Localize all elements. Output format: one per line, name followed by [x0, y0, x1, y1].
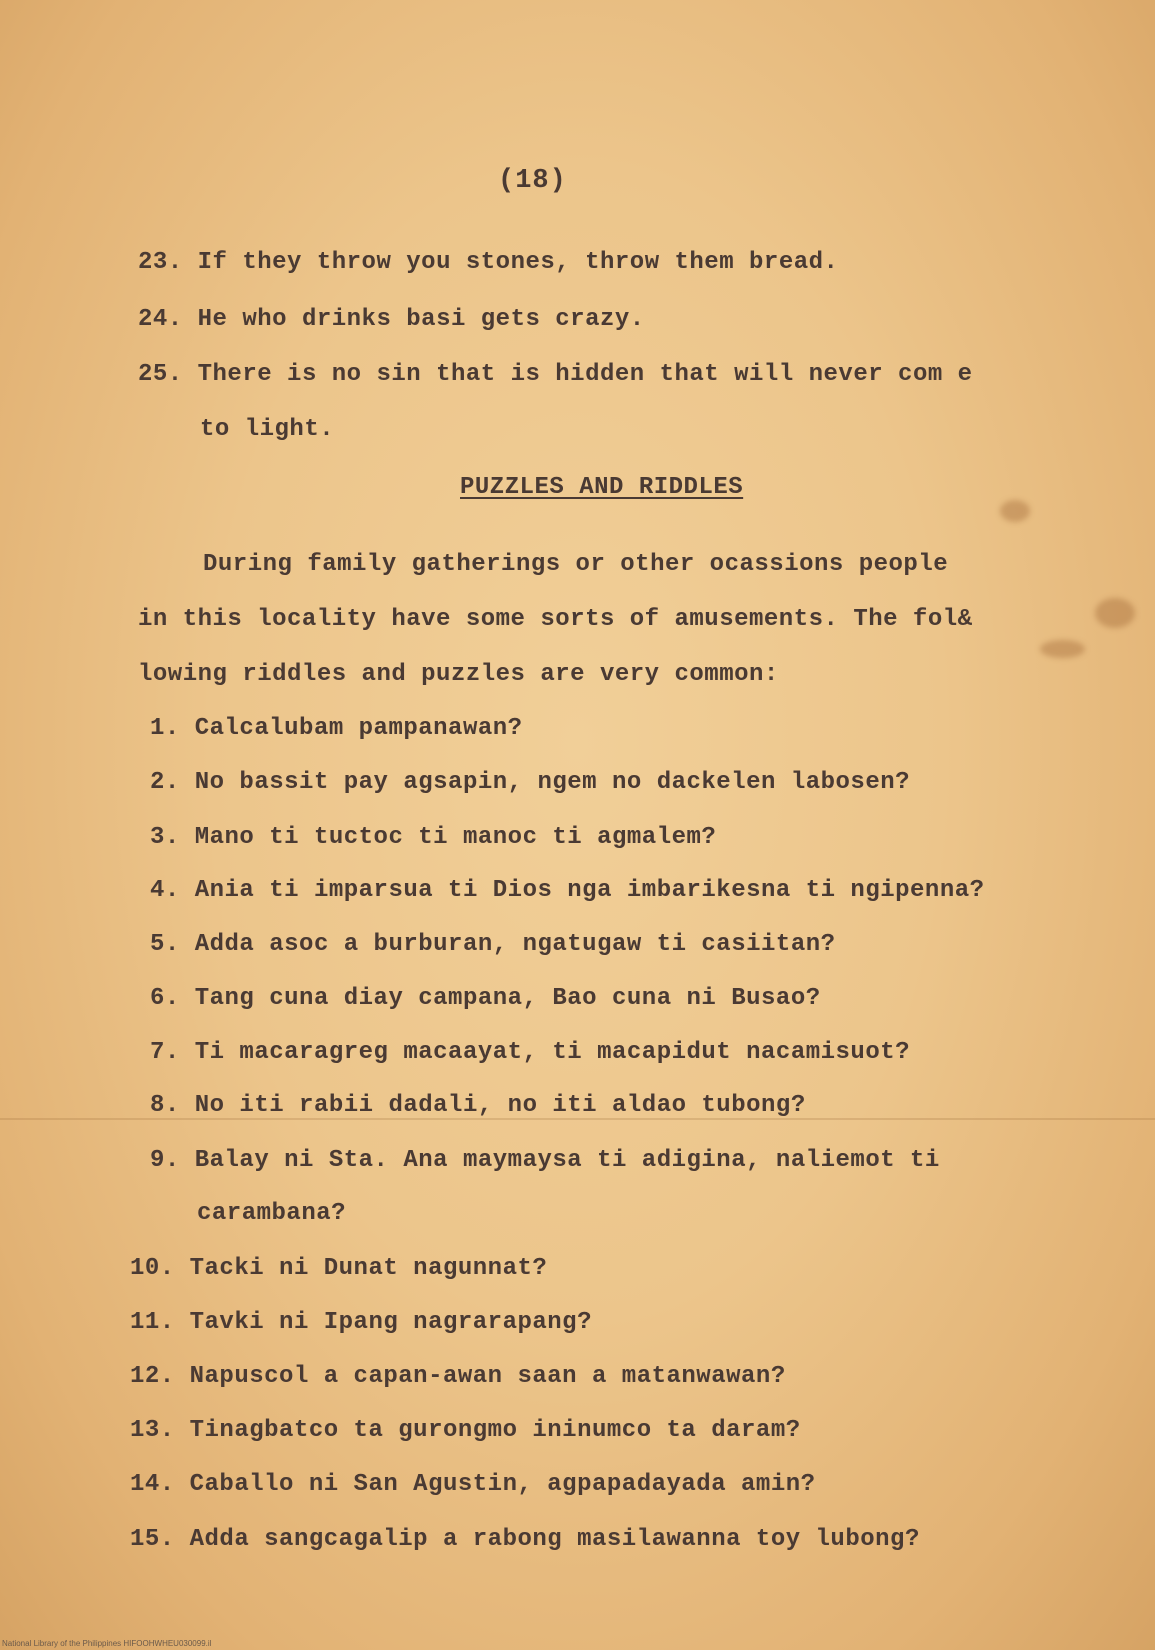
riddle-4	[150, 876, 985, 906]
item-number: 1.	[150, 715, 180, 742]
proverb-25	[138, 360, 973, 390]
riddle-3	[150, 823, 716, 853]
item-text: Tavki ni Ipang nagrarapang?	[189, 1309, 592, 1336]
paper-stain	[1095, 598, 1135, 628]
item-number: 9.	[150, 1147, 180, 1174]
riddle-15	[130, 1525, 920, 1555]
riddle-2	[150, 768, 910, 798]
item-text: Ti macaragreg macaayat, ti macapidut nacamisuot?	[194, 1039, 911, 1066]
item-number: 5.	[150, 931, 180, 958]
item-number: 2.	[150, 769, 180, 796]
riddle-10	[130, 1254, 547, 1284]
item-number: 11.	[130, 1309, 175, 1336]
intro-line-3: lowing riddles and puzzles are very common:	[138, 661, 779, 688]
riddle-9-continued	[197, 1199, 346, 1229]
item-number: 23.	[138, 249, 183, 276]
item-text: Napuscol a capan-awan saan a matanwawan?	[189, 1363, 786, 1390]
item-text: Tinagbatco ta gurongmo ininumco ta daram?	[189, 1417, 801, 1444]
proverb-24	[138, 305, 645, 335]
item-number: 12.	[130, 1363, 175, 1390]
item-number: 4.	[150, 877, 180, 904]
item-text: Tacki ni Dunat nagunnat?	[189, 1255, 548, 1282]
riddle-8	[150, 1091, 806, 1121]
item-number: 10.	[130, 1255, 175, 1282]
item-text: Caballo ni San Agustin, agpapadayada amin?	[189, 1471, 816, 1498]
riddle-7	[150, 1038, 910, 1068]
item-text: Adda asoc a burburan, ngatugaw ti casiitan?	[194, 931, 836, 958]
item-text: He who drinks basi gets crazy.	[197, 306, 645, 333]
item-number: 24.	[138, 306, 183, 333]
item-text: Tang cuna diay campana, Bao cuna ni Busao?	[194, 985, 821, 1012]
item-text: Adda sangcagalip a rabong masilawanna toy lubong?	[189, 1526, 920, 1553]
item-number: 7.	[150, 1039, 180, 1066]
proverb-25-continued	[200, 415, 334, 445]
item-number: 6.	[150, 985, 180, 1012]
riddle-11	[130, 1308, 592, 1338]
item-text: No iti rabii dadali, no iti aldao tubong?	[194, 1092, 806, 1119]
proverb-23	[138, 248, 838, 278]
item-text: If they throw you stones, throw them bread.	[197, 249, 839, 276]
item-number: 13.	[130, 1417, 175, 1444]
intro-line-1: During family gatherings or other ocassions people	[203, 551, 949, 578]
item-text: No bassit pay agsapin, ngem no dackelen labosen?	[194, 769, 911, 796]
riddle-13	[130, 1416, 801, 1446]
intro-line-2: in this locality have some sorts of amusements. The fol&	[138, 606, 973, 633]
riddle-9	[150, 1146, 940, 1176]
riddle-12	[130, 1362, 786, 1392]
page-number: (18)	[498, 166, 567, 196]
riddle-14	[130, 1470, 816, 1500]
section-heading: PUZZLES AND RIDDLES	[460, 474, 744, 501]
item-text: There is no sin that is hidden that will never com e	[197, 361, 973, 388]
item-text: Calcalubam pampanawan?	[194, 715, 523, 742]
paper-stain	[1000, 500, 1030, 522]
item-number: 15.	[130, 1526, 175, 1553]
riddle-1	[150, 714, 523, 744]
paper-stain	[1040, 640, 1085, 658]
archive-footer: National Library of the Philippines HIFOOHWHEU030099.il	[2, 1639, 212, 1648]
item-text: Balay ni Sta. Ana maymaysa ti adigina, naliemot ti	[194, 1147, 940, 1174]
item-text: Ania ti imparsua ti Dios nga imbarikesna ti ngipenna?	[194, 877, 985, 904]
item-text: to light.	[200, 416, 335, 443]
item-text: carambana?	[197, 1200, 347, 1227]
item-number: 3.	[150, 824, 180, 851]
item-number: 8.	[150, 1092, 180, 1119]
riddle-5	[150, 930, 836, 960]
item-number: 14.	[130, 1471, 175, 1498]
riddle-6	[150, 984, 821, 1014]
item-text: Mano ti tuctoc ti manoc ti agmalem?	[194, 824, 717, 851]
item-number: 25.	[138, 361, 183, 388]
